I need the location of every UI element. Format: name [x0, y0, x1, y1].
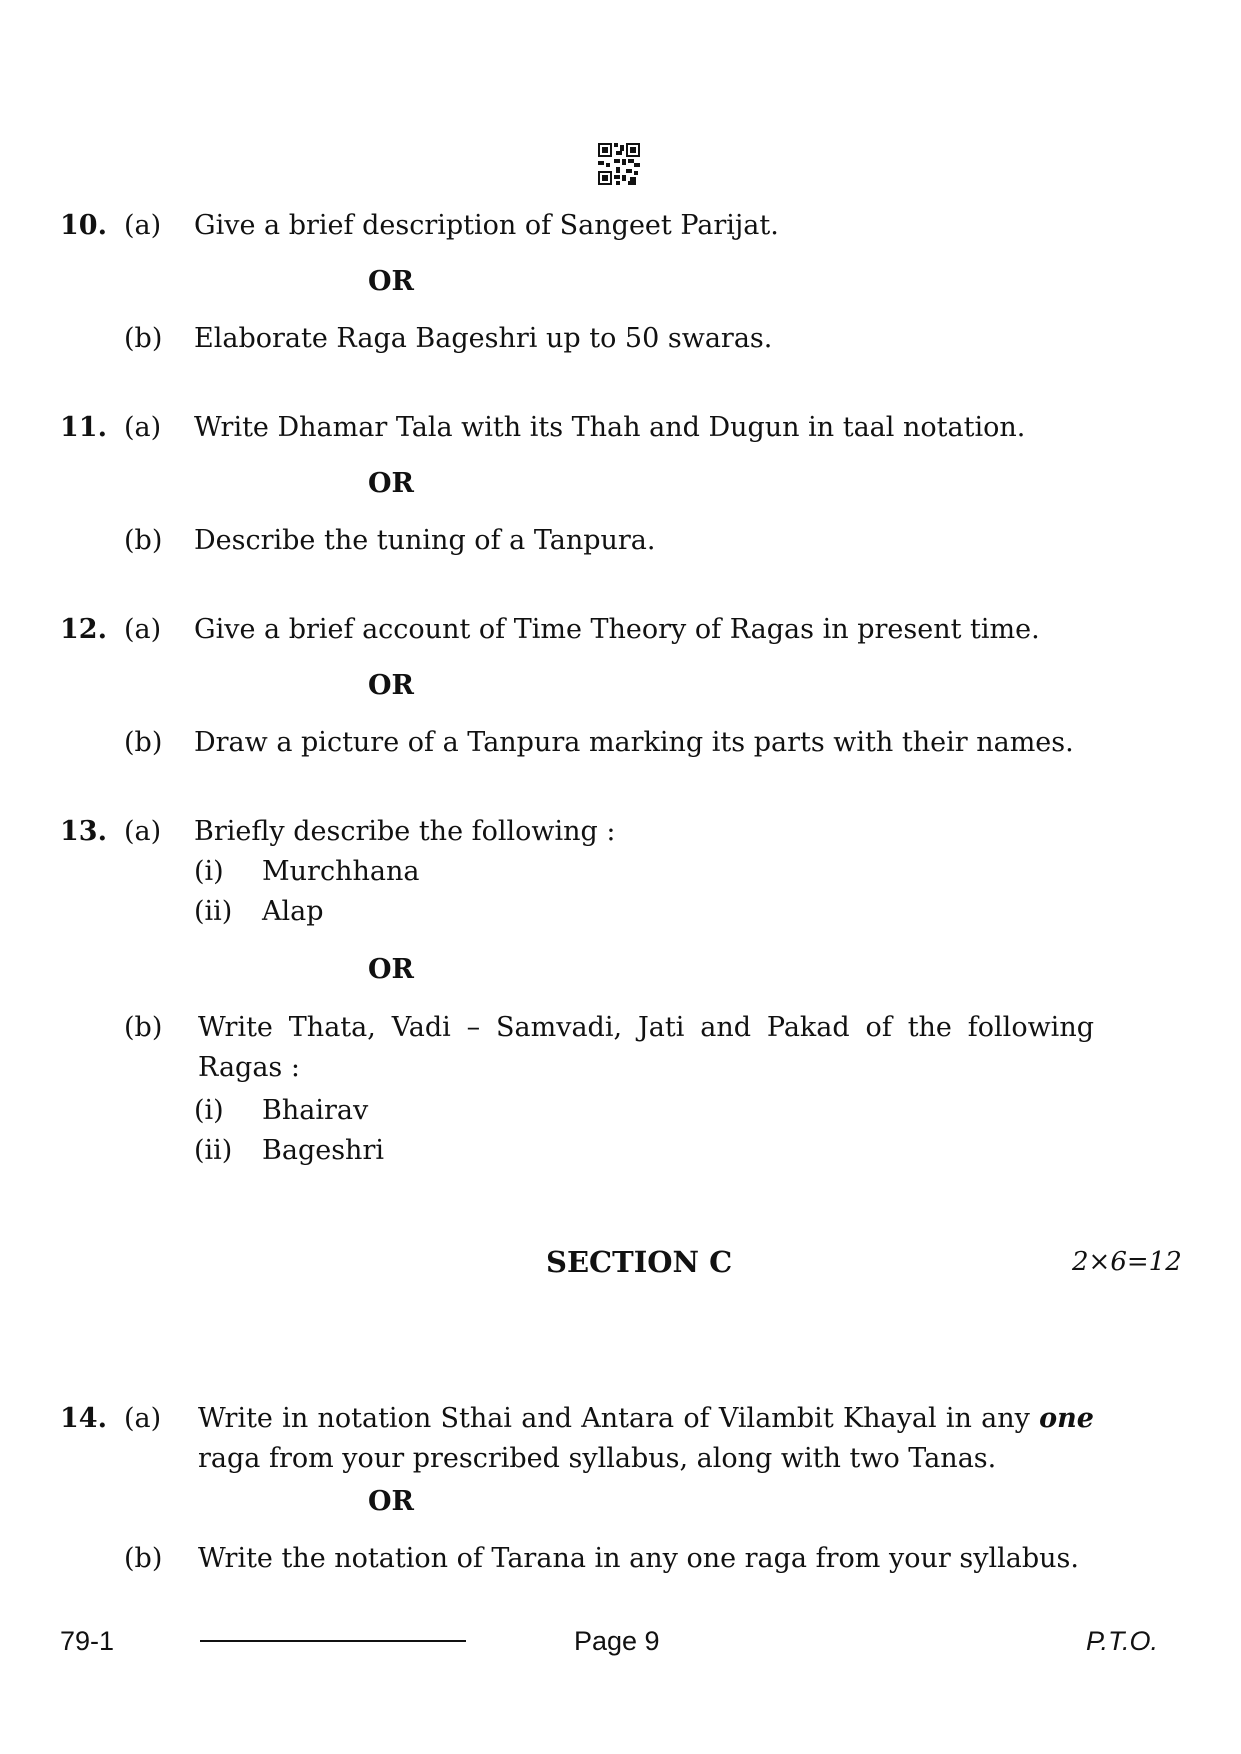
question-text: Write in notation Sthai and Antara of Vilambit Khayal in any one raga from your prescribed syllabus, along with two Tanas.	[198, 1403, 1094, 1474]
or-divider: OR	[368, 670, 414, 701]
footer-pto: P.T.O.	[1086, 1626, 1159, 1656]
question-text: Describe the tuning of a Tanpura.	[194, 525, 656, 556]
qr-code-icon	[598, 143, 640, 185]
option-label: (b)	[124, 323, 163, 354]
sub-item-label: (i)	[194, 856, 224, 887]
question-text: Give a brief description of Sangeet Parijat.	[194, 210, 779, 241]
question-number: 13.	[60, 816, 107, 847]
sub-item-text: Bhairav	[262, 1095, 369, 1126]
or-divider: OR	[368, 468, 414, 499]
section-title: SECTION C	[546, 1245, 733, 1279]
option-label: (a)	[124, 1403, 162, 1434]
option-label: (b)	[124, 1012, 163, 1043]
question-text: Write the notation of Tarana in any one raga from your syllabus.	[198, 1543, 1079, 1574]
or-divider: OR	[368, 1486, 414, 1517]
question-text: Briefly describe the following :	[194, 816, 616, 847]
option-label: (a)	[124, 816, 162, 847]
section-marks: 2×6=12	[1072, 1247, 1182, 1277]
question-text: Give a brief account of Time Theory of Ragas in present time.	[194, 614, 1040, 645]
option-label: (b)	[124, 525, 163, 556]
question-number: 11.	[60, 412, 107, 443]
sub-item-label: (ii)	[194, 1135, 233, 1166]
sub-item-text: Murchhana	[262, 856, 420, 887]
or-divider: OR	[368, 954, 414, 985]
option-label: (a)	[124, 210, 162, 241]
sub-item-label: (ii)	[194, 896, 233, 927]
sub-item-text: Bageshri	[262, 1135, 384, 1166]
sub-item-label: (i)	[194, 1095, 224, 1126]
or-divider: OR	[368, 266, 414, 297]
question-number: 10.	[60, 210, 107, 241]
question-text: Elaborate Raga Bageshri up to 50 swaras.	[194, 323, 773, 354]
option-label: (b)	[124, 1543, 163, 1574]
option-label: (a)	[124, 614, 162, 645]
footer-code: 79-1	[60, 1626, 115, 1656]
emphasis-text: one	[1039, 1403, 1094, 1434]
question-number: 12.	[60, 614, 107, 645]
question-text: Write Dhamar Tala with its Thah and Dugun in taal notation.	[194, 412, 1026, 443]
question-text: Write Thata, Vadi – Samvadi, Jati and Pakad of the following Ragas :	[198, 1012, 1094, 1083]
question-text: Draw a picture of a Tanpura marking its parts with their names.	[194, 727, 1074, 758]
footer-divider	[200, 1640, 466, 1642]
option-label: (a)	[124, 412, 162, 443]
footer-page-number: Page 9	[574, 1626, 660, 1656]
question-number: 14.	[60, 1403, 107, 1434]
sub-item-text: Alap	[262, 896, 324, 927]
option-label: (b)	[124, 727, 163, 758]
